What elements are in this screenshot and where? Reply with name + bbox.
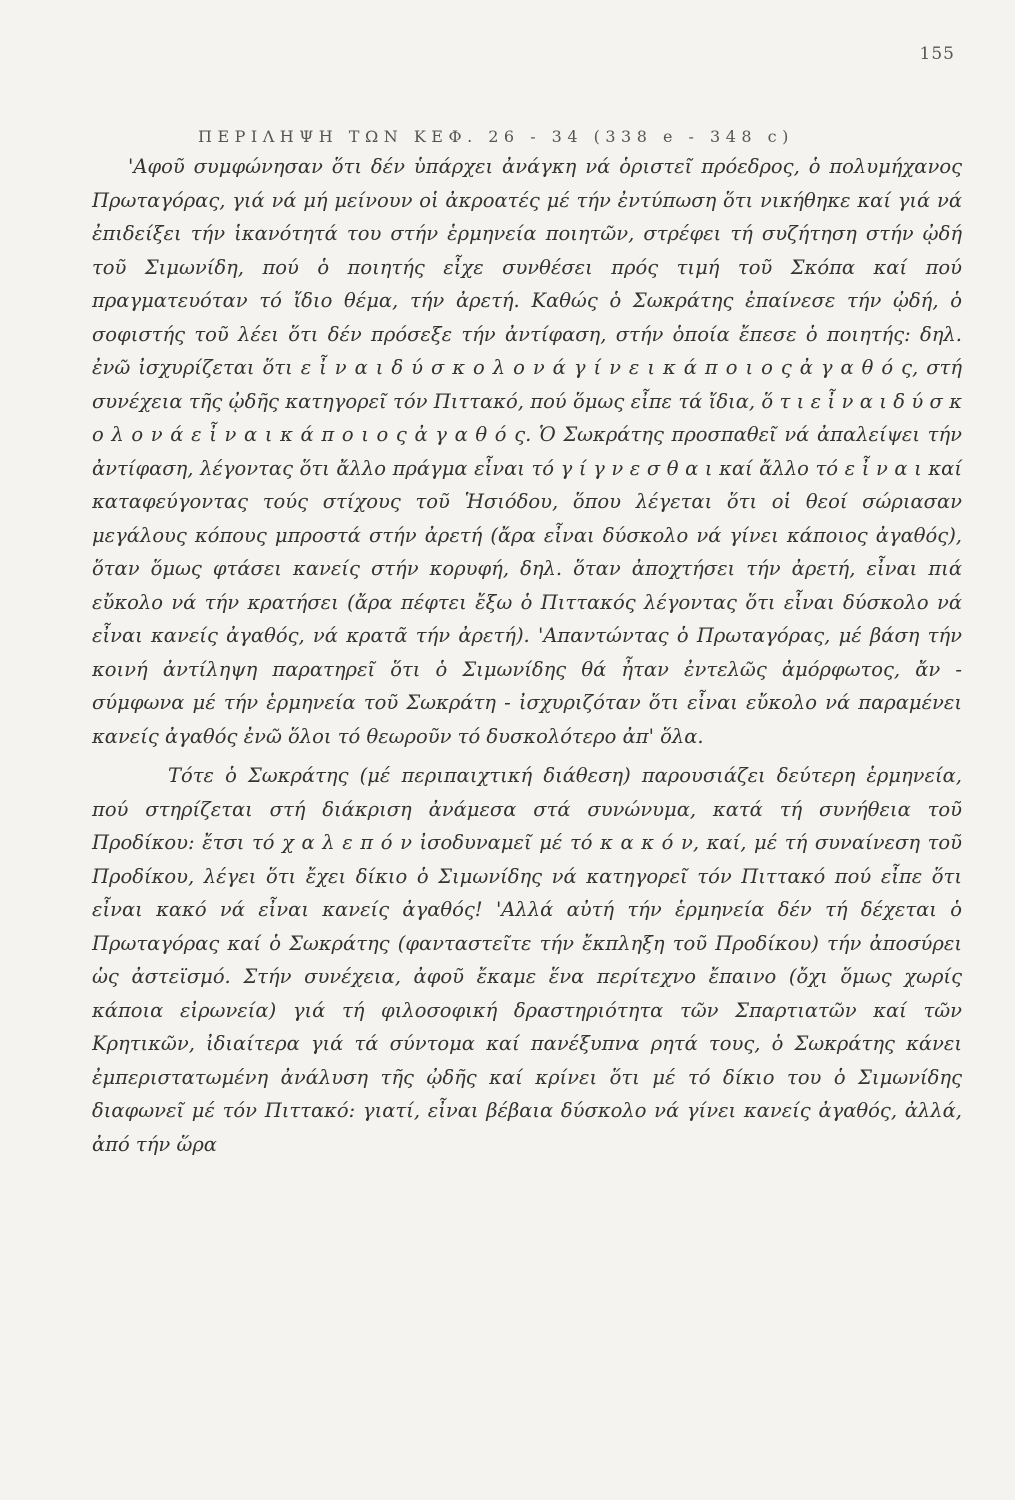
- paragraph: 'Αφοῦ συμφώνησαν ὅτι δέν ὑπάρχει ἀνάγκη νά ὁριστεῖ πρόεδρος, ὁ πολυμήχανος Πρωταγόρας, γιά νά μή μείνουν οἱ ἀκροατές μέ τήν ἐντύπωση ὅτι νικήθηκε καί γιά νά ἐπιδείξει τήν ἱκανότητά του στήν ἑρμηνεία ποιητῶν, στρέφει τή συζήτηση στήν ᾠδή τοῦ Σιμωνίδη, πού ὁ ποιητής εἶχε συνθέσει πρός τιμή τοῦ Σκόπα καί πού πραγματευόταν τό ἴδιο θέμα, τήν ἀρετή. Καθώς ὁ Σωκράτης ἐπαίνεσε τήν ᾠδή, ὁ σοφιστής τοῦ λέει ὅτι δέν πρόσεξε τήν ἀντίφαση, στήν ὁποία ἔπεσε ὁ ποιητής: δηλ. ἐνῶ ἰσχυρίζεται ὅτι ε ἶ ν α ι δ ύ σ κ ο λ ο ν ά γ ί ν ε ι κ ά π ο ι ο ς ἀ γ α θ ό ς, στή συνέχεια τῆς ᾠδῆς κατηγορεῖ τόν Πιττακό, πού ὅμως εἶπε τά ἴδια, ὅ τ ι ε ἶ ν α ι δ ύ σ κ ο λ ο ν ά ε ἶ ν α ι κ ά π ο ι ο ς ἀ γ α θ ό ς. Ὁ Σωκράτης προσπαθεῖ νά ἀπαλείψει τήν ἀντίφαση, λέγοντας ὅτι ἄλλο πράγμα εἶναι τό γ ί γ ν ε σ θ α ι καί ἄλλο τό ε ἶ ν α ι καί καταφεύγοντας τούς στίχους τοῦ Ἡσιόδου, ὅπου λέγεται ὅτι οἱ θεοί σώριασαν μεγάλους κόπους μπροστά στήν ἀρετή (ἄρα εἶναι δύσκολο νά γίνει κάποιος ἀγαθός), ὅταν ὅμως φτάσει κανείς στήν κορυφή, δηλ. ὅταν ἀποχτήσει τήν ἀρετή, εἶναι πιά εὔκολο νά τήν κρατήσει (ἄρα πέφτει ἔξω ὁ Πιττακός λέγοντας ὅτι εἶναι δύσκολο νά εἶναι κανείς ἀγαθός, νά κρατᾶ τήν ἀρετή). 'Απαντώντας ὁ Πρωταγόρας, μέ βάση τήν κοινή ἀντίληψη παρατηρεῖ ὅτι ὁ Σιμωνίδης θά ἦταν ἐντελῶς ἀμόρφωτος, ἄν - σύμφωνα μέ τήν ἑρμηνεία τοῦ Σωκράτη - ἰσχυριζόταν ὅτι εἶναι εὔκολο νά παραμένει κανείς ἀγαθός ἐνῶ ὅλοι τό θεωροῦν τό δυσκολότερο ἀπ' ὅλα.: [92, 155, 962, 748]
- page-number: 155: [919, 44, 955, 64]
- running-head: ΠΕΡΙΛΗΨΗ ΤΩΝ ΚΕΦ. 26 - 34 (338 e - 348 c): [198, 127, 794, 146]
- paragraph: Τότε ὁ Σωκράτης (μέ περιπαιχτική διάθεση) παρουσιάζει δεύτερη ἑρμηνεία, πού στηρίζεται στή διάκριση ἀνάμεσα στά συνώνυμα, κατά τή συνήθεια τοῦ Προδίκου: ἔτσι τό χ α λ ε π ό ν ἰσοδυναμεῖ μέ τό κ α κ ό ν, καί, μέ τή συναίνεση τοῦ Προδίκου, λέγει ὅτι ἔχει δίκιο ὁ Σιμωνίδης νά κατηγορεῖ τόν Πιττακό πού εἶπε ὅτι εἶναι κακό νά εἶναι κανείς ἀγαθός! 'Αλλά αὐτή τήν ἑρμηνεία δέν τή δέχεται ὁ Πρωταγόρας καί ὁ Σωκράτης (φανταστεῖτε τήν ἔκπληξη τοῦ Προδίκου) τήν ἀποσύρει ὡς ἀστεϊσμό. Στήν συνέχεια, ἀφοῦ ἔκαμε ἕνα περίτεχνο ἔπαινο (ὄχι ὅμως χωρίς κάποια εἰρωνεία) γιά τή φιλοσοφική δραστηριότητα τῶν Σπαρτιατῶν καί τῶν Κρητικῶν, ἰδιαίτερα γιά τά σύντομα καί πανέξυπνα ρητά τους, ὁ Σωκράτης κάνει ἐμπεριστατωμένη ἀνάλυση τῆς ᾠδῆς καί κρίνει ὅτι μέ τό δίκιο του ὁ Σιμωνίδης διαφωνεῖ μέ τόν Πιττακό: γιατί, εἶναι βέβαια δύσκολο νά γίνει κανείς ἀγαθός, ἀλλά, ἀπό τήν ὥρα: [92, 764, 962, 1156]
- body-text: [92, 150, 962, 1161]
